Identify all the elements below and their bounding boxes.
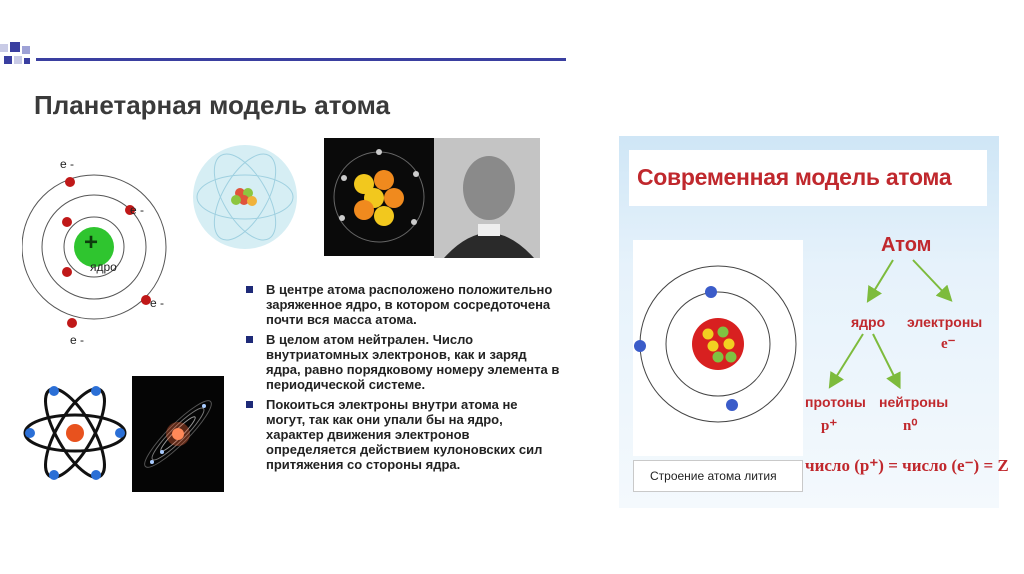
nucleus-sign: + [84, 229, 99, 256]
electron-label: e - [70, 333, 85, 347]
electron-symbol: e⁻ [941, 336, 956, 352]
tree-protons: протоны [805, 394, 866, 410]
title-rule [36, 58, 566, 61]
bohr-diagram [22, 150, 182, 350]
tree-root: Атом [881, 234, 932, 256]
proton-symbol: p⁺ [821, 418, 838, 434]
nucleus-image [324, 138, 434, 256]
nucleus-label: ядро [90, 260, 117, 274]
bullet-item [240, 332, 560, 392]
bullet-item [240, 397, 560, 472]
lithium-atom-diagram [633, 240, 803, 456]
tree-electrons: электроны [907, 314, 983, 330]
orbital-atom-image [188, 138, 303, 256]
bullet-marker [246, 401, 253, 408]
atom-caption: Строение атома лития [650, 469, 777, 483]
tree-nucleus: ядро [851, 314, 886, 330]
right-slide-title: Современная модель атома [637, 164, 952, 190]
bullet-text: В центре атома расположено положительно заряженное ядро, в котором сосредоточена почти вся масса атома. [266, 282, 553, 327]
bullet-text: В целом атом нейтрален. Число внутриатомных электронов, как и заряд ядра, равно порядковому номеру элемента в периодической системе. [266, 332, 560, 392]
bullet-text: Покоиться электроны внутри атома не могут, так как они упали бы на ядро, характер движения электронов определяется действием кулоновских сил притяжения со стороны ядра. [266, 397, 543, 472]
bullet-marker [246, 286, 253, 293]
bullet-item [240, 282, 560, 327]
tree-neutrons: нейтроны [879, 394, 949, 410]
caption-box [633, 460, 803, 492]
charge-formula: число (p⁺) = число (e⁻) = Z [805, 456, 1009, 475]
electron-label: e - [150, 296, 165, 310]
electron-label: e - [130, 203, 145, 217]
modern-model-panel [619, 136, 1009, 508]
right-title-box [629, 150, 987, 206]
galaxy-orbit-image [132, 376, 224, 492]
electron-label: e - [60, 157, 75, 171]
neutron-symbol: n⁰ [903, 418, 918, 434]
bullet-list [240, 282, 560, 477]
scientist-portrait [434, 138, 540, 258]
left-slide-title: Планетарная модель атома [34, 90, 390, 120]
atom-symbol-image [20, 374, 130, 492]
bullet-marker [246, 336, 253, 343]
